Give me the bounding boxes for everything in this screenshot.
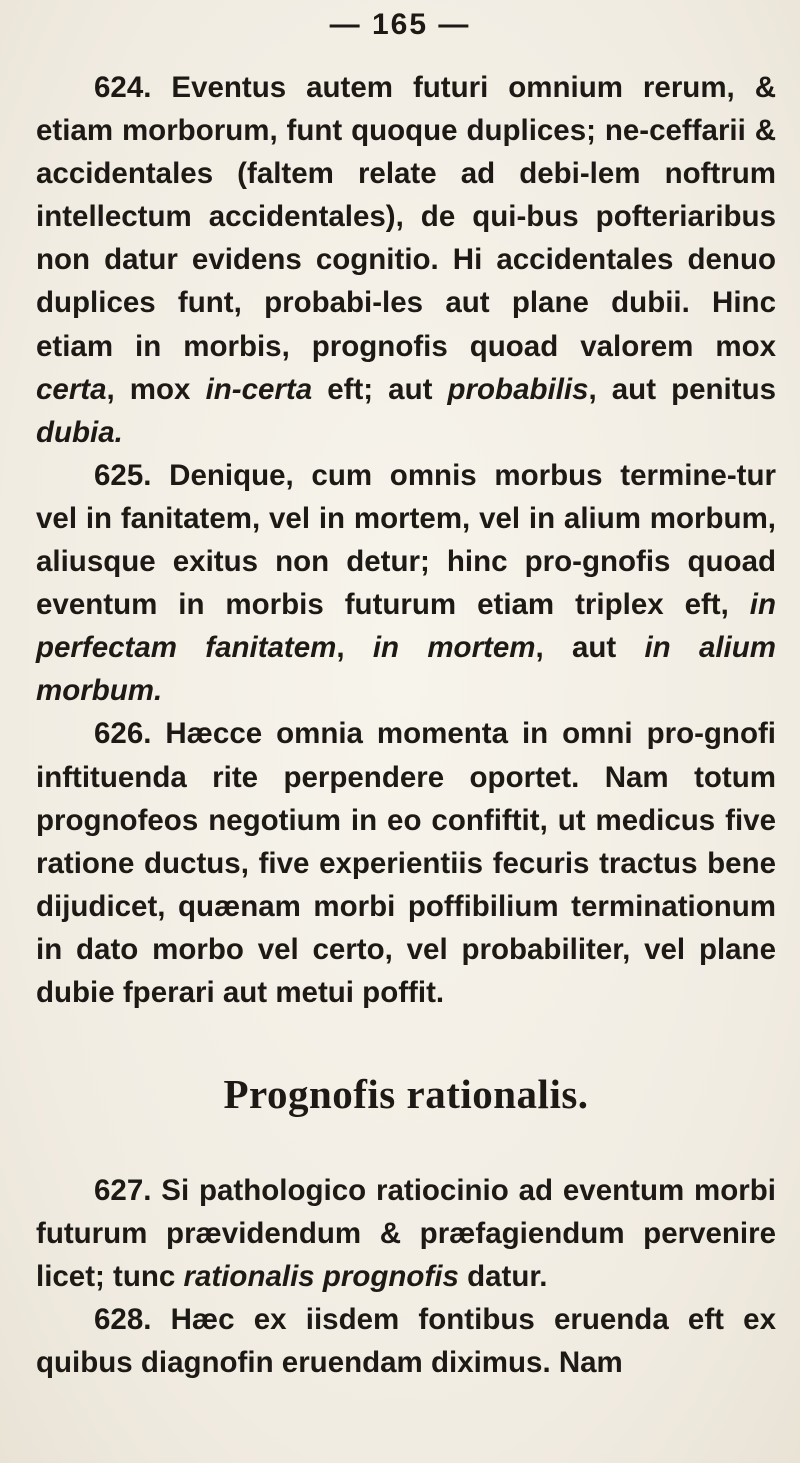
paragraph-number: 627. [94,1174,152,1208]
italic-term: dubia. [36,415,123,449]
paragraphs-after-heading [36,1169,776,1384]
italic-term: in perfectam fanitatem [36,588,776,665]
text-run: Denique, cum omnis morbus termine-tur vel in fanitatem, vel in mortem, vel in alium morbum, aliusque exitus non detur; hinc pro-gnofis quoad eventum in morbis futurum etiam triplex eft, [36,458,776,622]
text-run: Hæcce omnia momenta in omni pro-gnofi inftituenda rite perpendere oportet. Nam totum prognofeos negotium in eo confiftit, ut medicus five ratione ductus, five experientiis fecuris tractus bene dijudicet, quænam morbi poffibilium terminationum in dato morbo vel certo, vel probabiliter, vel plane dubie fperari aut metui poffit. [36,717,776,1009]
paragraph-number: 624. [94,71,152,104]
page-number: — 165 — [329,8,471,41]
body-text [36,66,776,1385]
paragraph-627 [36,1169,776,1298]
italic-term: rationalis prognofis [183,1260,459,1294]
italic-term: in mortem [372,631,536,665]
paragraph-624 [36,66,776,454]
paragraph-number: 626. [94,717,152,751]
italic-term: in-certa [205,372,313,406]
paragraphs-before-heading [36,66,776,1014]
text-run: Si pathologico ratiocinio ad eventum morbi futurum prævidendum & præfagiendum pervenire licet; tunc [36,1174,776,1294]
paragraph-626 [36,712,776,1014]
text-run: datur. [458,1260,548,1294]
italic-term: in alium morbum. [36,631,776,708]
italic-term: certa [36,372,107,406]
paragraph-625 [36,454,776,713]
text-run: Hæc ex iisdem fontibus eruenda eft ex quibus diagnofin eruendam diximus. Nam [36,1303,776,1380]
text-run: Eventus autem futuri omnium rerum, & etiam morborum, funt quoque duplices; ne-ceffarii & accidentales (faltem relate ad debi-lem noftrum intellectum accidentales), de qui-bus pofteriaribus non datur evidens cognitio. Hi accidentales denuo duplices funt, probabi-les aut plane dubii. Hinc etiam in morbis, prognofis quoad valorem mox [36,71,777,363]
text-run: , [336,631,373,665]
text-run: , aut penitus [588,372,777,406]
paragraph-number: 625. [94,458,152,492]
text-run: , mox [106,372,206,406]
text-run: , aut [535,631,645,665]
paragraph-628 [36,1298,776,1384]
italic-term: probabilis [447,372,589,406]
text-run: eft; aut [312,372,448,406]
section-heading: Prognofis rationalis. [223,1071,589,1118]
paragraph-number: 628. [94,1303,152,1337]
